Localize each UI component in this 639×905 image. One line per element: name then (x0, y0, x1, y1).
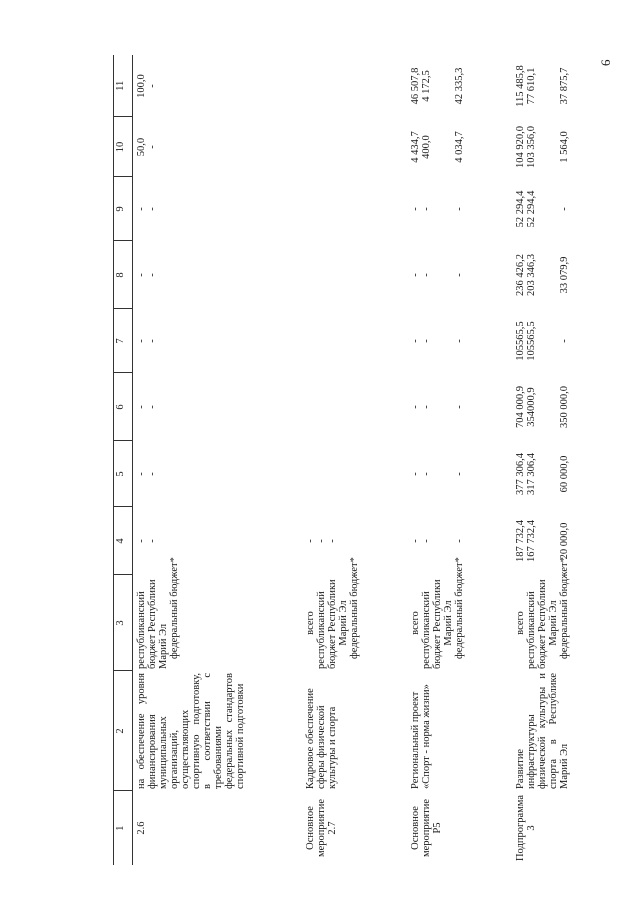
cell-col6 (297, 373, 402, 441)
col-header-7: 7 (114, 309, 133, 373)
cell-col6: - - - (410, 405, 466, 409)
cell-col10: 50,0 - (136, 137, 159, 157)
cell-col7: 105565,5 105565,5 - (515, 321, 571, 361)
cell-col8: - - (136, 273, 159, 277)
col-header-2: 2 (114, 671, 133, 791)
header-row (114, 55, 133, 865)
col-header-11: 11 (114, 55, 133, 117)
row-sources (133, 557, 298, 671)
cell-col10: 104 920,0 103 356,0 1 564,0 (515, 126, 571, 168)
source-label: республиканский бюджет Республики Марий Эл (136, 579, 170, 669)
cell-col9: - - - (410, 207, 466, 211)
cell-col5 (297, 441, 402, 507)
cell-col8: 236 426,2 203 346,3 33 079,9 (515, 254, 571, 296)
row-sources: всего республиканский бюджет Республики Марий Эл федеральный бюджет* (305, 557, 361, 669)
col-header-10: 10 (114, 117, 133, 177)
row-code: 2.6 (136, 821, 147, 835)
cell-col9 (297, 177, 402, 241)
cell-col7: - - (136, 339, 159, 343)
cell-col4: - - - (410, 539, 466, 543)
table-row (507, 55, 596, 865)
col-header-8: 8 (114, 241, 133, 309)
col-header-1: 1 (114, 791, 133, 865)
col-header-6: 6 (114, 373, 133, 441)
row-name: Региональный проект «Спорт - норма жизни» (410, 684, 433, 789)
row-name: Развитие инфраструктуры физической культуры и спорта в Республике Марий Эл (515, 673, 571, 789)
cell-col11: 46 507,8 4 172,5 42 335,3 (410, 67, 466, 105)
cell-col8: - - - (410, 273, 466, 277)
cell-col4: - - - (305, 539, 339, 543)
cell-col9: - - (136, 207, 159, 211)
cell-col5: 377 306,4 317 306,4 60 000,0 (515, 453, 571, 495)
cell-col5: - - (136, 472, 159, 476)
cell-col10: 4 434,7 400,0 4 034,7 (410, 131, 466, 163)
cell-col10 (297, 117, 402, 177)
col-header-4: 4 (114, 507, 133, 575)
rotated-table-wrapper (113, 55, 596, 865)
cell-col5: - - - (410, 472, 466, 476)
cell-col7: - - - (410, 339, 466, 343)
cell-col6: - - (136, 405, 159, 409)
cell-col4: 187 732,4 167 732,4 20 000,0 (515, 520, 571, 562)
source-label: федеральный бюджет* (169, 557, 181, 659)
table-row (133, 55, 298, 865)
row-sources: всего республиканский бюджет Республики Марий Эл федеральный бюджет* (410, 557, 466, 669)
row-name: на обеспечение уровня финансирования муниципальных организаций, осуществляющих спортивную подготовку, в соответствии с требованиями федеральных стандартов спортивной подготовки (136, 673, 247, 789)
cell-col11: 100,0 - (136, 74, 159, 98)
cell-col7 (297, 309, 402, 373)
cell-col9: 52 294,4 52 294,4 - (515, 190, 571, 228)
cell-col6: 704 000,9 354000,9 350 000,0 (515, 386, 571, 428)
row-code: Основное мероприятие Р5 (410, 799, 444, 857)
row-code: Основное мероприятие 2.7 (305, 799, 339, 857)
col-header-5: 5 (114, 441, 133, 507)
row-sources: всего республиканский бюджет Республики Марий Эл федеральный бюджет* (515, 557, 571, 669)
funding-table (113, 55, 596, 865)
col-header-9: 9 (114, 177, 133, 241)
page-number: 6 (598, 59, 613, 66)
cell-col11: 115 485,8 77 610,1 37 875,7 (515, 65, 571, 107)
cell-col11 (297, 55, 402, 117)
cell-col4: - - (136, 539, 159, 543)
table-row (297, 55, 402, 865)
row-name: Кадровое обеспечение сферы физической культуры и спорта (305, 688, 339, 789)
table-row (402, 55, 507, 865)
row-code: Подпрограмма 3 (515, 794, 538, 862)
col-header-3: 3 (114, 575, 133, 671)
cell-col8 (297, 241, 402, 309)
